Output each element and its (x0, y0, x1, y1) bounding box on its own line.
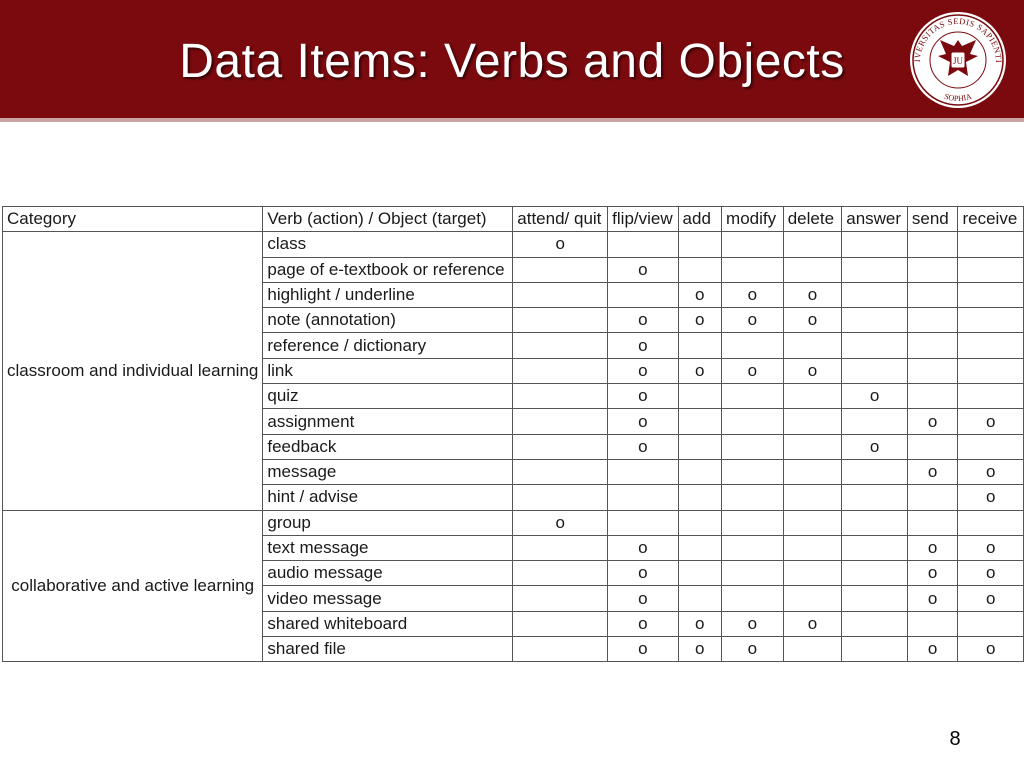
mark-cell (958, 510, 1024, 535)
mark-cell (783, 535, 842, 560)
mark-cell (608, 232, 678, 257)
mark-cell: o (608, 384, 678, 409)
mark-cell (608, 282, 678, 307)
mark-cell (513, 637, 608, 662)
mark-cell (842, 459, 908, 484)
mark-cell: o (783, 282, 842, 307)
mark-cell: o (608, 611, 678, 636)
mark-cell: o (608, 586, 678, 611)
mark-cell: o (842, 384, 908, 409)
mark-cell: o (842, 434, 908, 459)
mark-cell: o (958, 535, 1024, 560)
object-cell: assignment (263, 409, 513, 434)
mark-cell (678, 561, 722, 586)
mark-cell (513, 611, 608, 636)
mark-cell (783, 637, 842, 662)
mark-cell: o (722, 282, 784, 307)
mark-cell (722, 561, 784, 586)
mark-cell (722, 257, 784, 282)
object-cell: quiz (263, 384, 513, 409)
mark-cell (842, 409, 908, 434)
mark-cell (783, 485, 842, 510)
mark-cell (783, 510, 842, 535)
mark-cell (513, 384, 608, 409)
object-cell: highlight / underline (263, 282, 513, 307)
mark-cell: o (608, 535, 678, 560)
mark-cell (513, 535, 608, 560)
mark-cell (513, 409, 608, 434)
header-receive: receive (958, 207, 1024, 232)
mark-cell (958, 232, 1024, 257)
object-cell: shared whiteboard (263, 611, 513, 636)
mark-cell (842, 510, 908, 535)
mark-cell (678, 409, 722, 434)
mark-cell (722, 384, 784, 409)
header-answer: answer (842, 207, 908, 232)
mark-cell: o (608, 333, 678, 358)
mark-cell (907, 510, 958, 535)
mark-cell (722, 232, 784, 257)
header-modify: modify (722, 207, 784, 232)
mark-cell: o (907, 459, 958, 484)
mark-cell (907, 485, 958, 510)
mark-cell (608, 510, 678, 535)
mark-cell (958, 434, 1024, 459)
mark-cell (678, 257, 722, 282)
mark-cell (842, 535, 908, 560)
mark-cell (513, 434, 608, 459)
mark-cell (722, 459, 784, 484)
mark-cell: o (907, 637, 958, 662)
mark-cell: o (722, 308, 784, 333)
mark-cell (513, 308, 608, 333)
object-cell: shared file (263, 637, 513, 662)
mark-cell: o (608, 257, 678, 282)
header-attend-quit: attend/ quit (513, 207, 608, 232)
mark-cell: o (958, 409, 1024, 434)
mark-cell (783, 384, 842, 409)
mark-cell (958, 611, 1024, 636)
mark-cell (783, 257, 842, 282)
mark-cell (722, 586, 784, 611)
mark-cell: o (958, 459, 1024, 484)
mark-cell (722, 434, 784, 459)
mark-cell (907, 611, 958, 636)
university-seal-icon (908, 10, 1008, 110)
mark-cell: o (678, 637, 722, 662)
header-add: add (678, 207, 722, 232)
mark-cell (842, 561, 908, 586)
object-cell: audio message (263, 561, 513, 586)
table-row (3, 232, 1024, 257)
mark-cell (783, 232, 842, 257)
mark-cell (907, 308, 958, 333)
mark-cell: o (722, 611, 784, 636)
mark-cell: o (608, 637, 678, 662)
mark-cell (678, 535, 722, 560)
mark-cell: o (608, 358, 678, 383)
page-number: 8 (949, 728, 961, 750)
object-cell: feedback (263, 434, 513, 459)
object-cell: group (263, 510, 513, 535)
mark-cell: o (678, 308, 722, 333)
category-cell: collaborative and active learning (3, 510, 263, 662)
mark-cell: o (958, 586, 1024, 611)
object-cell: link (263, 358, 513, 383)
mark-cell (678, 510, 722, 535)
seal-bottom-text: SOPHIA (943, 91, 973, 104)
banner-rule (0, 118, 1024, 122)
mark-cell: o (608, 434, 678, 459)
verbs-objects-table (2, 206, 1024, 662)
mark-cell (842, 282, 908, 307)
mark-cell (907, 333, 958, 358)
mark-cell (678, 485, 722, 510)
mark-cell (722, 535, 784, 560)
mark-cell: o (722, 637, 784, 662)
mark-cell (842, 586, 908, 611)
mark-cell (513, 257, 608, 282)
mark-cell (842, 333, 908, 358)
object-cell: note (annotation) (263, 308, 513, 333)
header-verb-object: Verb (action) / Object (target) (263, 207, 513, 232)
mark-cell (842, 358, 908, 383)
mark-cell (513, 358, 608, 383)
mark-cell (842, 637, 908, 662)
mark-cell (958, 384, 1024, 409)
mark-cell (958, 308, 1024, 333)
mark-cell: o (678, 282, 722, 307)
mark-cell: o (513, 232, 608, 257)
mark-cell: o (907, 586, 958, 611)
mark-cell (958, 282, 1024, 307)
mark-cell: o (783, 308, 842, 333)
mark-cell (513, 485, 608, 510)
mark-cell: o (907, 561, 958, 586)
header-send: send (907, 207, 958, 232)
mark-cell (958, 257, 1024, 282)
table-body (3, 232, 1024, 662)
table-header-row (3, 207, 1024, 232)
mark-cell (907, 384, 958, 409)
mark-cell (513, 586, 608, 611)
mark-cell: o (678, 358, 722, 383)
mark-cell (678, 586, 722, 611)
object-cell: video message (263, 586, 513, 611)
mark-cell: o (722, 358, 784, 383)
mark-cell (722, 510, 784, 535)
slide-title: Data Items: Verbs and Objects (179, 35, 845, 88)
mark-cell (842, 232, 908, 257)
seal-monogram: JU (952, 56, 964, 66)
mark-cell: o (783, 611, 842, 636)
header-delete: delete (783, 207, 842, 232)
mark-cell: o (608, 561, 678, 586)
mark-cell: o (907, 409, 958, 434)
mark-cell (722, 409, 784, 434)
object-cell: page of e-textbook or reference (263, 257, 513, 282)
mark-cell (722, 333, 784, 358)
object-cell: text message (263, 535, 513, 560)
category-cell: classroom and individual learning (3, 232, 263, 510)
mark-cell (907, 282, 958, 307)
mark-cell: o (958, 485, 1024, 510)
mark-cell (513, 333, 608, 358)
mark-cell (907, 434, 958, 459)
object-cell: hint / advise (263, 485, 513, 510)
mark-cell (678, 434, 722, 459)
mark-cell (513, 282, 608, 307)
object-cell: class (263, 232, 513, 257)
mark-cell (678, 384, 722, 409)
mark-cell: o (608, 308, 678, 333)
mark-cell: o (608, 409, 678, 434)
mark-cell: o (513, 510, 608, 535)
object-cell: reference / dictionary (263, 333, 513, 358)
mark-cell (513, 459, 608, 484)
mark-cell (783, 434, 842, 459)
mark-cell (842, 485, 908, 510)
mark-cell (678, 333, 722, 358)
mark-cell (783, 459, 842, 484)
seal-top-text: IVERSITAS SEDIS SAPIENTI (911, 15, 1005, 64)
mark-cell: o (678, 611, 722, 636)
mark-cell (907, 257, 958, 282)
mark-cell (958, 333, 1024, 358)
mark-cell (513, 561, 608, 586)
header-flip-view: flip/view (608, 207, 678, 232)
mark-cell (783, 561, 842, 586)
mark-cell (608, 459, 678, 484)
mark-cell (678, 232, 722, 257)
mark-cell (907, 358, 958, 383)
header-category: Category (3, 207, 263, 232)
mark-cell: o (783, 358, 842, 383)
mark-cell (907, 232, 958, 257)
mark-cell: o (907, 535, 958, 560)
mark-cell (958, 358, 1024, 383)
mark-cell (678, 459, 722, 484)
mark-cell: o (958, 561, 1024, 586)
mark-cell: o (958, 637, 1024, 662)
mark-cell (608, 485, 678, 510)
mark-cell (842, 257, 908, 282)
table-row (3, 510, 1024, 535)
mark-cell (842, 308, 908, 333)
mark-cell (783, 586, 842, 611)
mark-cell (722, 485, 784, 510)
object-cell: message (263, 459, 513, 484)
mark-cell (783, 333, 842, 358)
mark-cell (842, 611, 908, 636)
mark-cell (783, 409, 842, 434)
